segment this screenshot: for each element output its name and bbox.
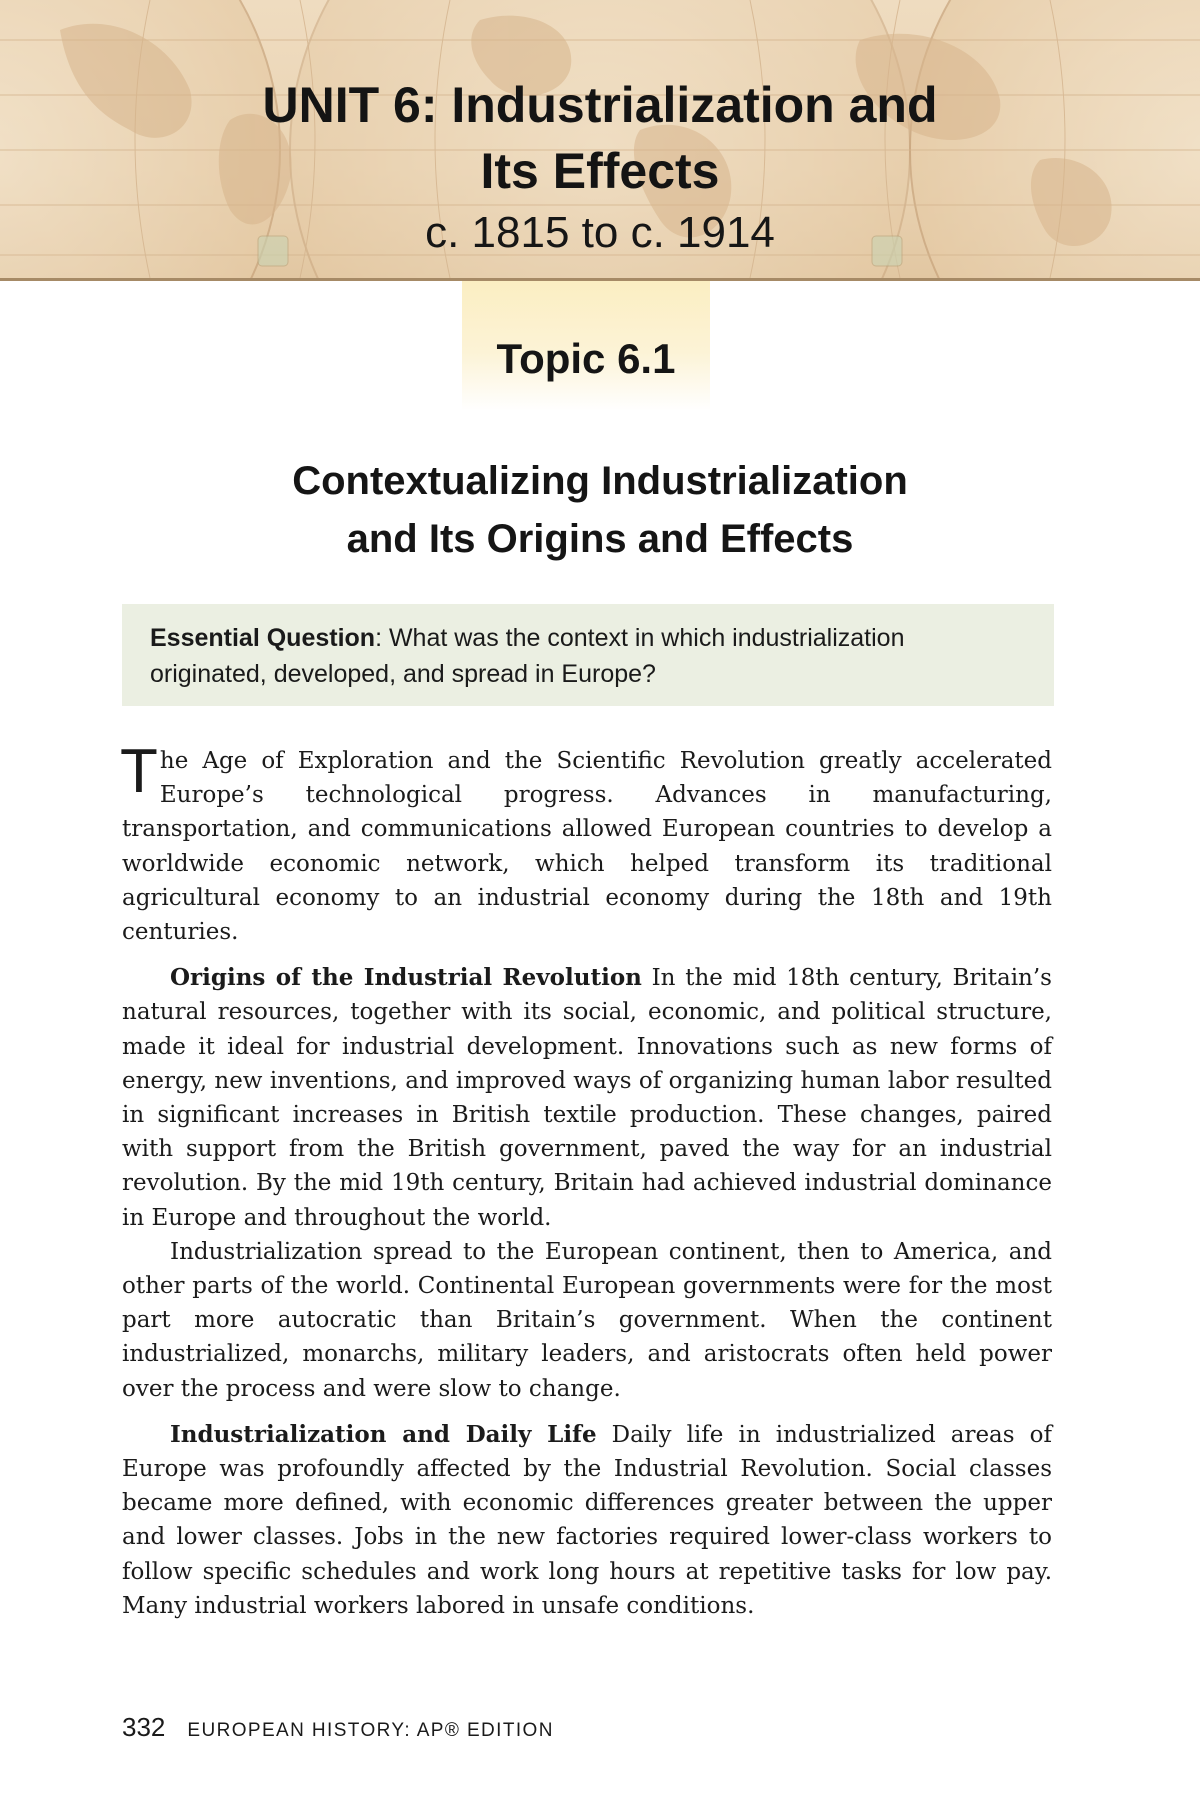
- origins-paragraph: [122, 961, 1052, 1235]
- page-number: 332: [122, 1712, 166, 1742]
- spread-paragraph: [122, 1235, 1052, 1406]
- intro-paragraph-text: he Age of Exploration and the Scientific Revolution greatly accelerated Europe’s technological progress. Advances in manufacturing, transportation, and communications allowed European countries to develop a worldwide economic network, which helped transform its traditional agricultural economy to an industrial economy during the 18th and 19th centuries.: [122, 748, 1052, 946]
- spread-paragraph-text: Industrialization spread to the European continent, then to America, and other parts of the world. Continental European governments were for the most part more autocratic than Britain’s government. When the continent industrialized, monarchs, military leaders, and aristocrats often held power over the process and were slow to change.: [122, 1238, 1052, 1402]
- intro-paragraph: [120, 737, 1052, 949]
- page-footer: [122, 1712, 554, 1743]
- essential-question-label: Essential Question: [150, 624, 376, 652]
- essential-question-box: [122, 604, 1054, 706]
- unit-title-line-1: UNIT 6: Industrialization and: [262, 77, 938, 133]
- topic-tab: [462, 281, 710, 411]
- topic-title: [0, 452, 1200, 568]
- daily-life-run-in-heading: Industrialization and Daily Life: [170, 1420, 597, 1448]
- book-title: EUROPEAN HISTORY: AP® EDITION: [187, 1720, 554, 1741]
- origins-paragraph-text: In the mid 18th century, Britain’s natural resources, together with its social, economic, and political structure, made it ideal for industrial development. Innovations such as new forms of energy, new inventions, and improved ways of organizing human labor resulted in significant increases in British textile production. These changes, paired with support from the British government, paved the way for an industrial revolution. By the mid 19th century, Britain had achieved industrial dominance in Europe and throughout the world.: [122, 965, 1052, 1231]
- essential-question-text: : What was the context in which industrialization originated, developed, and spread in Europe?: [150, 624, 905, 688]
- unit-date-range: c. 1815 to c. 1914: [425, 208, 775, 257]
- topic-title-line-2: and Its Origins and Effects: [346, 517, 854, 561]
- daily-life-paragraph: [122, 1418, 1052, 1623]
- daily-life-paragraph-text: Daily life in industrialized areas of Europe was profoundly affected by the Industrial Revolution. Social classes became more defined, with economic differences greater between the upper and lower classes. Jobs in the new factories required lower-class workers to follow specific schedules and work long hours at repetitive tasks for low pay. Many industrial workers labored in unsafe conditions.: [122, 1421, 1052, 1619]
- topic-title-line-1: Contextualizing Industrialization: [292, 459, 908, 503]
- topic-number-label: Topic 6.1: [496, 335, 676, 382]
- unit-title: [0, 72, 1200, 204]
- drop-cap: T: [120, 737, 158, 806]
- origins-run-in-heading: Origins of the Industrial Revolution: [170, 964, 642, 992]
- unit-banner: [0, 0, 1200, 281]
- unit-title-line-2: Its Effects: [480, 143, 720, 199]
- body-text: [120, 737, 1052, 1623]
